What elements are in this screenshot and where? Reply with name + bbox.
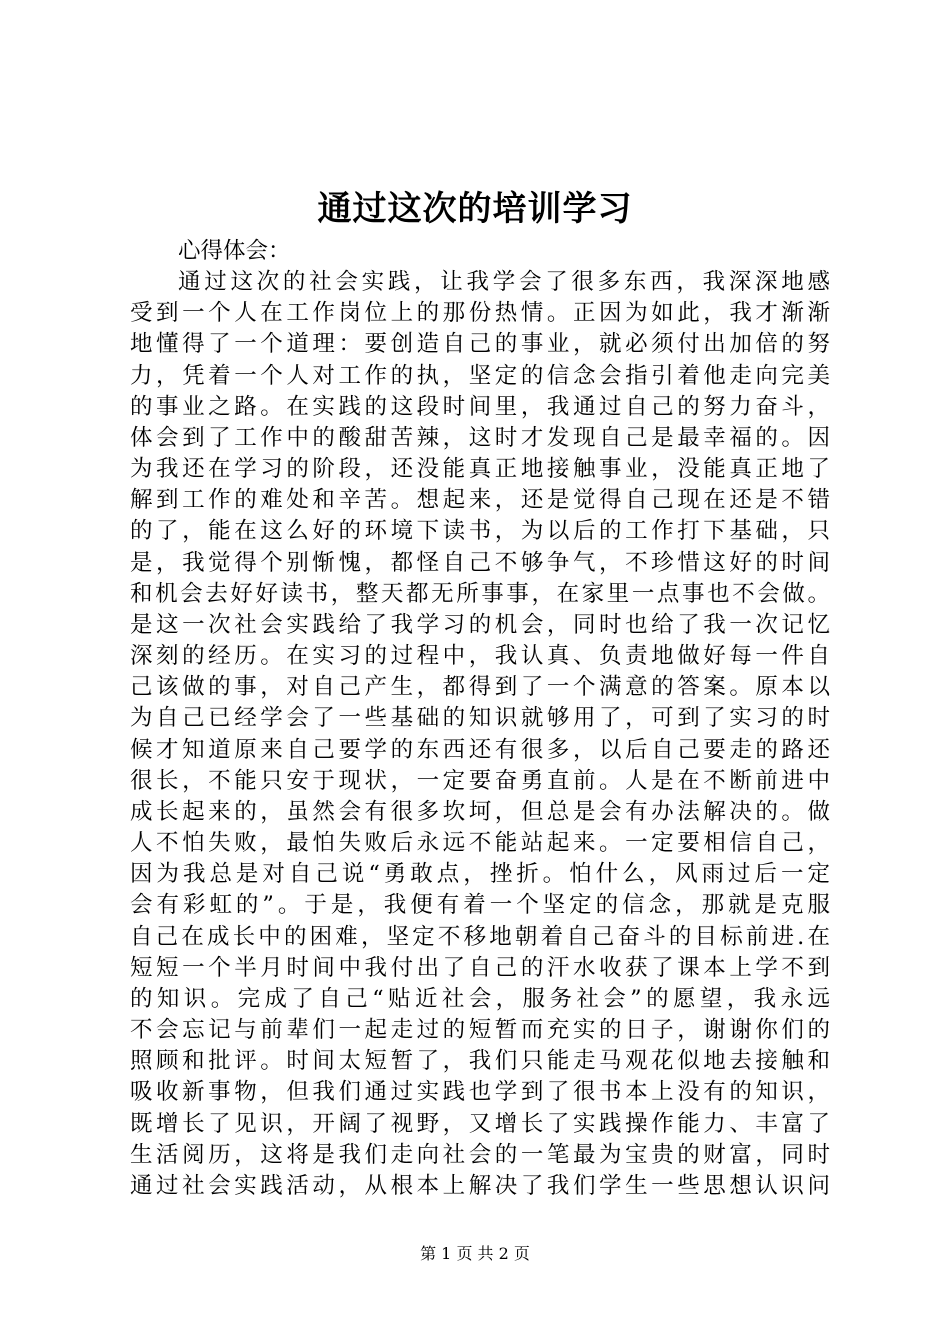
body-line: 深刻的经历。在实习的过程中，我认真、负责地做好每一件自 [130,643,830,670]
body-line: 自己在成长中的困难，坚定不移地朝着自己奋斗的目标前进.在 [130,923,830,950]
body-line: 很长，不能只安于现状，一定要奋勇直前。人是在不断前进中 [130,767,830,794]
body-line: 是这一次社会实践给了我学习的机会，同时也给了我一次记忆 [130,611,830,638]
body-line: 地懂得了一个道理：要创造自己的事业，就必须付出加倍的努 [130,331,830,358]
lead-label: 心得体会： [178,238,291,264]
body-line: 通过社会实践活动，从根本上解决了我们学生一些思想认识问 [130,1172,830,1199]
body-line: 为我还在学习的阶段，还没能真正地接触事业，没能真正地了 [130,456,830,483]
body-line: 生活阅历，这将是我们走向社会的一笔最为宝贵的财富，同时 [130,1141,830,1168]
body-line: 受到一个人在工作岗位上的那份热情。正因为如此，我才渐渐 [130,300,830,327]
body-line: 会有彩虹的”。于是，我便有着一个坚定的信念，那就是克服 [130,892,830,919]
body-line: 成长起来的，虽然会有很多坎坷，但总是会有办法解决的。做 [130,798,830,825]
document-title: 通过这次的培训学习 [317,189,633,229]
body-line: 己该做的事，对自己产生，都得到了一个满意的答案。原本以 [130,674,830,701]
body-line: 体会到了工作中的酸甜苦辣，这时才发现自己是最幸福的。因 [130,424,830,451]
body-line: 照顾和批评。时间太短暂了，我们只能走马观花似地去接触和 [130,1048,830,1075]
body-line: 人不怕失败，最怕失败后永远不能站起来。一定要相信自己， [130,830,830,857]
body-line: 不会忘记与前辈们一起走过的短暂而充实的日子，谢谢你们的 [130,1017,830,1044]
body-line: 既增长了见识，开阔了视野，又增长了实践操作能力、丰富了 [130,1110,830,1137]
page-number-footer: 第 1 页 共 2 页 [420,1244,530,1263]
body-line: 和机会去好好读书，整天都无所事事，在家里一点事也不会做。 [130,580,830,607]
body-line: 通过这次的社会实践，让我学会了很多东西，我深深地感 [178,269,830,295]
body-line: 为自己已经学会了一些基础的知识就够用了，可到了实习的时 [130,705,830,732]
body-line: 是，我觉得个别惭愧，都怪自己不够争气，不珍惜这好的时间 [130,549,830,576]
body-line: 的了，能在这么好的环境下读书，为以后的工作打下基础，只 [130,518,830,545]
body-line: 因为我总是对自己说“勇敢点，挫折。怕什么，风雨过后一定 [130,861,830,888]
body-line: 的知识。完成了自己“贴近社会，服务社会”的愿望，我永远 [130,985,830,1012]
body-line: 候才知道原来自己要学的东西还有很多，以后自己要走的路还 [130,736,830,763]
document-body [130,267,830,1202]
body-line: 力，凭着一个人对工作的执，坚定的信念会指引着他走向完美 [130,362,830,389]
body-line: 吸收新事物，但我们通过实践也学到了很书本上没有的知识， [130,1079,830,1106]
body-line: 短短一个半月时间中我付出了自己的汗水收获了课本上学不到 [130,954,830,981]
body-line: 的事业之路。在实践的这段时间里，我通过自己的努力奋斗， [130,393,830,420]
body-line: 解到工作的难处和辛苦。想起来，还是觉得自己现在还是不错 [130,487,830,514]
